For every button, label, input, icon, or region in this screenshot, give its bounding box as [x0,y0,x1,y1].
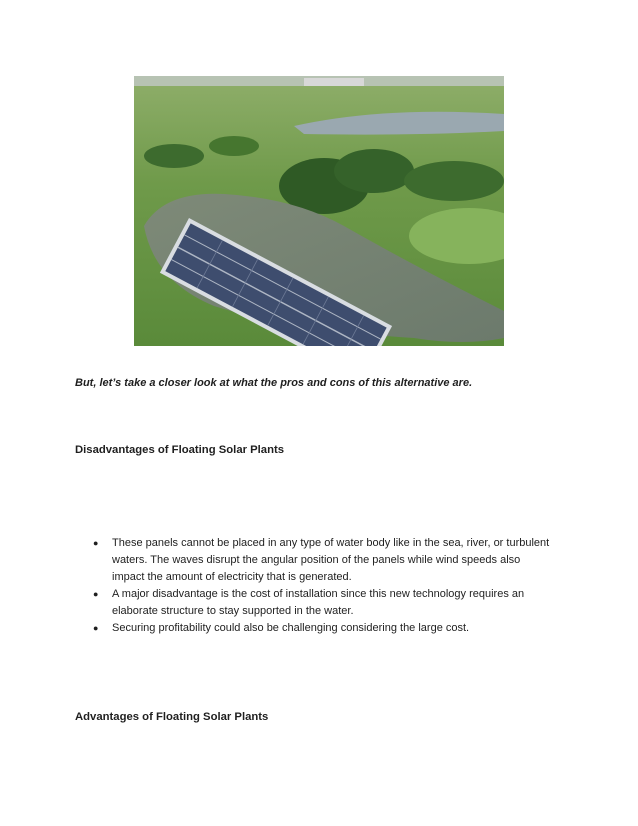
list-item [75,535,555,586]
list-item [75,586,555,620]
list-item-text: A major disadvantage is the cost of installation since this new technology requires an elaborate structure to stay supported in the water. [112,588,525,617]
bullet-icon: ● [93,538,99,548]
floating-solar-photo [134,76,504,346]
disadvantages-list [75,535,555,637]
bullet-icon: ● [93,589,99,599]
intro-text: But, let’s take a closer look at what the pros and cons of this alternative are. [75,377,473,389]
list-item-text: Securing profitability could also be challenging considering the large cost. [112,622,470,634]
advantages-heading: Advantages of Floating Solar Plants [75,711,269,723]
disadvantages-heading: Disadvantages of Floating Solar Plants [75,444,285,456]
bullet-icon: ● [93,623,99,633]
list-item [75,620,555,637]
list-item-text: These panels cannot be placed in any type of water body like in the sea, river, or turbulent waters. The waves disrupt the angular position of the panels while wind speeds also impact the amount of electricity that is generated. [112,537,550,583]
